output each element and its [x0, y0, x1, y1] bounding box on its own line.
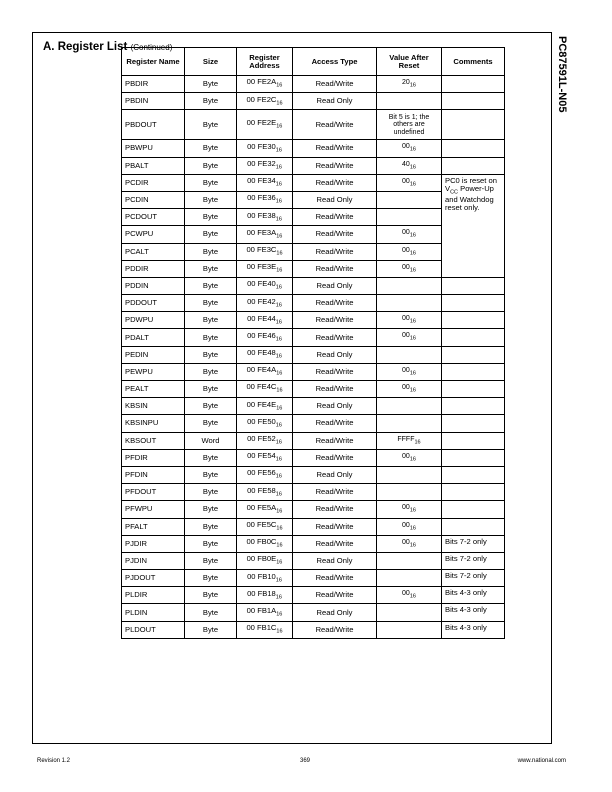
- cell-register-name: PLDIN: [122, 604, 185, 621]
- cell-value-after-reset: $00_{16}$: [377, 140, 442, 157]
- cell-value-after-reset: $00_{16}$: [377, 587, 442, 604]
- table-row: [122, 76, 505, 93]
- cell-access-type: Read/Write: [293, 312, 377, 329]
- cell-register-name: PJDIN: [122, 552, 185, 569]
- cell-comments: [442, 312, 505, 329]
- cell-comments: Bits 4-3 only: [442, 604, 505, 621]
- cell-register-address: 00 $FB1C_{16}$: [237, 621, 293, 638]
- cell-access-type: Read Only: [293, 346, 377, 363]
- cell-comments: [442, 93, 505, 110]
- cell-register-address: 00 $FE52_{16}$: [237, 432, 293, 449]
- cell-comments: [442, 277, 505, 294]
- cell-register-name: PDDIR: [122, 260, 185, 277]
- cell-size: Byte: [185, 157, 237, 174]
- cell-register-address: 00 $FE46_{16}$: [237, 329, 293, 346]
- cell-register-address: 00 $FE36_{16}$: [237, 191, 293, 208]
- cell-register-address: 00 $FE2A_{16}$: [237, 76, 293, 93]
- cell-register-name: PEALT: [122, 381, 185, 398]
- cell-value-after-reset: $00_{16}$: [377, 260, 442, 277]
- cell-size: Byte: [185, 501, 237, 518]
- cell-register-address: 00 $FE34_{16}$: [237, 174, 293, 191]
- cell-access-type: Read/Write: [293, 518, 377, 535]
- cell-value-after-reset: $00_{16}$: [377, 381, 442, 398]
- cell-size: Byte: [185, 518, 237, 535]
- cell-value-after-reset: [377, 346, 442, 363]
- cell-size: Byte: [185, 174, 237, 191]
- cell-size: Byte: [185, 415, 237, 432]
- cell-access-type: Read/Write: [293, 226, 377, 243]
- cell-register-address: 00 $FB0E_{16}$: [237, 552, 293, 569]
- cell-access-type: Read Only: [293, 277, 377, 294]
- cell-size: Byte: [185, 260, 237, 277]
- cell-register-name: PDWPU: [122, 312, 185, 329]
- cell-value-after-reset: $00_{16}$: [377, 174, 442, 191]
- cell-value-after-reset: [377, 415, 442, 432]
- cell-access-type: Read/Write: [293, 415, 377, 432]
- cell-size: Byte: [185, 398, 237, 415]
- cell-access-type: Read/Write: [293, 174, 377, 191]
- cell-value-after-reset: $20_{16}$: [377, 76, 442, 93]
- cell-register-name: PFDIN: [122, 466, 185, 483]
- cell-comments: Bits 4-3 only: [442, 587, 505, 604]
- cell-access-type: Read/Write: [293, 329, 377, 346]
- table-row: [122, 140, 505, 157]
- cell-comments: [442, 329, 505, 346]
- table-row: [122, 312, 505, 329]
- cell-value-after-reset: [377, 484, 442, 501]
- cell-access-type: Read/Write: [293, 243, 377, 260]
- cell-register-name: PBDIR: [122, 76, 185, 93]
- cell-register-name: PDDIN: [122, 277, 185, 294]
- footer-revision: Revision 1.2: [37, 758, 71, 764]
- cell-comments: Bits 7-2 only: [442, 535, 505, 552]
- table-row: [122, 518, 505, 535]
- cell-value-after-reset: $00_{16}$: [377, 518, 442, 535]
- table-row: [122, 277, 505, 294]
- cell-comments: [442, 381, 505, 398]
- cell-comments: Bits 7-2 only: [442, 552, 505, 569]
- cell-value-after-reset: [377, 93, 442, 110]
- cell-access-type: Read Only: [293, 398, 377, 415]
- cell-register-address: 00 $FE56_{16}$: [237, 466, 293, 483]
- cell-comments: [442, 346, 505, 363]
- cell-comments: [442, 518, 505, 535]
- cell-access-type: Read/Write: [293, 535, 377, 552]
- cell-comments: [442, 110, 505, 140]
- cell-value-after-reset: [377, 621, 442, 638]
- cell-register-address: 00 $FE3C_{16}$: [237, 243, 293, 260]
- cell-register-address: 00 $FB10_{16}$: [237, 570, 293, 587]
- cell-access-type: Read/Write: [293, 140, 377, 157]
- footer-page-number: 369: [300, 758, 311, 764]
- cell-register-name: PBWPU: [122, 140, 185, 157]
- table-row: [122, 449, 505, 466]
- cell-register-name: KBSOUT: [122, 432, 185, 449]
- cell-register-address: 00 $FE2C_{16}$: [237, 93, 293, 110]
- table-row: [122, 604, 505, 621]
- cell-register-name: PBALT: [122, 157, 185, 174]
- cell-register-name: PCDIR: [122, 174, 185, 191]
- cell-register-address: 00 $FE5C_{16}$: [237, 518, 293, 535]
- register-table-body: [122, 76, 505, 639]
- cell-size: Byte: [185, 570, 237, 587]
- cell-size: Byte: [185, 535, 237, 552]
- table-row: [122, 621, 505, 638]
- cell-access-type: Read/Write: [293, 76, 377, 93]
- cell-size: Byte: [185, 93, 237, 110]
- cell-comments: Bits 7-2 only: [442, 570, 505, 587]
- cell-size: Byte: [185, 110, 237, 140]
- cell-register-name: PFDIR: [122, 449, 185, 466]
- cell-value-after-reset: $00_{16}$: [377, 312, 442, 329]
- cell-comments: Bits 4-3 only: [442, 621, 505, 638]
- cell-register-address: 00 $FE48_{16}$: [237, 346, 293, 363]
- cell-size: Byte: [185, 552, 237, 569]
- cell-value-after-reset: $00_{16}$: [377, 449, 442, 466]
- cell-value-after-reset: $00_{16}$: [377, 329, 442, 346]
- cell-register-address: 00 $FE4A_{16}$: [237, 363, 293, 380]
- table-row: [122, 174, 505, 191]
- cell-access-type: Read/Write: [293, 621, 377, 638]
- cell-size: Byte: [185, 484, 237, 501]
- section-continued: (Continued): [130, 43, 173, 52]
- cell-register-address: 00 $FE50_{16}$: [237, 415, 293, 432]
- cell-size: Byte: [185, 381, 237, 398]
- table-row: [122, 295, 505, 312]
- cell-register-name: PCDOUT: [122, 209, 185, 226]
- cell-value-after-reset: $00_{16}$: [377, 535, 442, 552]
- cell-access-type: Read/Write: [293, 449, 377, 466]
- table-row: [122, 346, 505, 363]
- cell-value-after-reset: $FFFF_{16}$: [377, 432, 442, 449]
- cell-register-name: PDDOUT: [122, 295, 185, 312]
- cell-access-type: Read/Write: [293, 295, 377, 312]
- cell-register-address: 00 $FE3E_{16}$: [237, 260, 293, 277]
- cell-value-after-reset: $00_{16}$: [377, 226, 442, 243]
- cell-comment-pc0: PC0 is reset on $V_{CC}$ Power-Up and Watchdog reset only.: [442, 174, 505, 277]
- cell-value-after-reset: $00_{16}$: [377, 501, 442, 518]
- cell-access-type: Read/Write: [293, 110, 377, 140]
- cell-value-after-reset: [377, 295, 442, 312]
- table-row: [122, 587, 505, 604]
- cell-access-type: Read Only: [293, 93, 377, 110]
- cell-value-after-reset: Bit 5 is 1; the others are undefined: [377, 110, 442, 140]
- cell-comments: [442, 415, 505, 432]
- cell-size: Byte: [185, 191, 237, 208]
- cell-register-address: 00 $FB0C_{16}$: [237, 535, 293, 552]
- cell-value-after-reset: [377, 277, 442, 294]
- header-register-address: Register Address: [237, 48, 293, 76]
- cell-size: Byte: [185, 329, 237, 346]
- cell-size: Byte: [185, 226, 237, 243]
- cell-register-address: 00 $FE30_{16}$: [237, 140, 293, 157]
- cell-value-after-reset: [377, 604, 442, 621]
- cell-size: Byte: [185, 621, 237, 638]
- cell-access-type: Read/Write: [293, 432, 377, 449]
- cell-value-after-reset: [377, 191, 442, 208]
- table-row: [122, 110, 505, 140]
- cell-comments: [442, 363, 505, 380]
- cell-register-name: PEDIN: [122, 346, 185, 363]
- cell-comments: [442, 157, 505, 174]
- table-row: [122, 484, 505, 501]
- cell-register-address: 00 $FB1A_{16}$: [237, 604, 293, 621]
- cell-register-name: PJDOUT: [122, 570, 185, 587]
- cell-register-name: PBDOUT: [122, 110, 185, 140]
- cell-size: Byte: [185, 587, 237, 604]
- cell-size: Byte: [185, 346, 237, 363]
- cell-access-type: Read Only: [293, 466, 377, 483]
- cell-comments: [442, 449, 505, 466]
- cell-register-name: PJDIR: [122, 535, 185, 552]
- cell-register-address: 00 $FE44_{16}$: [237, 312, 293, 329]
- table-row: [122, 157, 505, 174]
- table-row: [122, 415, 505, 432]
- table-row: [122, 329, 505, 346]
- cell-access-type: Read/Write: [293, 157, 377, 174]
- cell-register-address: 00 $FE58_{16}$: [237, 484, 293, 501]
- cell-access-type: Read/Write: [293, 260, 377, 277]
- table-row: [122, 398, 505, 415]
- cell-register-address: 00 $FE40_{16}$: [237, 277, 293, 294]
- cell-size: Byte: [185, 449, 237, 466]
- footer-url: www.national.com: [517, 758, 566, 764]
- cell-comments: [442, 140, 505, 157]
- cell-comments: [442, 432, 505, 449]
- cell-register-address: 00 $FE32_{16}$: [237, 157, 293, 174]
- cell-register-address: 00 $FE5A_{16}$: [237, 501, 293, 518]
- side-title: PC87591L-N05: [556, 36, 568, 113]
- table-row: [122, 93, 505, 110]
- cell-access-type: Read/Write: [293, 381, 377, 398]
- cell-access-type: Read Only: [293, 552, 377, 569]
- cell-comments: [442, 501, 505, 518]
- cell-value-after-reset: [377, 552, 442, 569]
- table-header-row: [122, 48, 505, 76]
- cell-access-type: Read/Write: [293, 209, 377, 226]
- cell-register-name: PDALT: [122, 329, 185, 346]
- cell-size: Byte: [185, 363, 237, 380]
- cell-size: Byte: [185, 466, 237, 483]
- cell-register-name: PCWPU: [122, 226, 185, 243]
- cell-comments: [442, 484, 505, 501]
- cell-size: Byte: [185, 243, 237, 260]
- cell-access-type: Read/Write: [293, 587, 377, 604]
- header-size: Size: [185, 48, 237, 76]
- header-comments: Comments: [442, 48, 505, 76]
- header-access-type: Access Type: [293, 48, 377, 76]
- cell-access-type: Read/Write: [293, 501, 377, 518]
- cell-register-name: PCDIN: [122, 191, 185, 208]
- cell-access-type: Read Only: [293, 604, 377, 621]
- cell-size: Byte: [185, 209, 237, 226]
- table-row: [122, 535, 505, 552]
- cell-comments: [442, 398, 505, 415]
- cell-value-after-reset: $40_{16}$: [377, 157, 442, 174]
- cell-size: Byte: [185, 312, 237, 329]
- cell-value-after-reset: [377, 398, 442, 415]
- cell-size: Byte: [185, 277, 237, 294]
- cell-register-address: 00 $FE38_{16}$: [237, 209, 293, 226]
- header-value-after-reset: Value After Reset: [377, 48, 442, 76]
- cell-comments: [442, 76, 505, 93]
- header-register-name: Register Name: [122, 48, 185, 76]
- cell-register-name: PFDOUT: [122, 484, 185, 501]
- table-row: [122, 552, 505, 569]
- cell-comments: [442, 295, 505, 312]
- cell-register-name: PBDIN: [122, 93, 185, 110]
- table-row: [122, 570, 505, 587]
- cell-register-name: PCALT: [122, 243, 185, 260]
- table-row: [122, 432, 505, 449]
- cell-value-after-reset: [377, 209, 442, 226]
- cell-register-address: 00 $FB18_{16}$: [237, 587, 293, 604]
- cell-size: Byte: [185, 295, 237, 312]
- cell-comments: [442, 466, 505, 483]
- register-table: [121, 47, 505, 639]
- cell-register-name: PLDOUT: [122, 621, 185, 638]
- cell-access-type: Read Only: [293, 191, 377, 208]
- cell-register-address: 00 $FE3A_{16}$: [237, 226, 293, 243]
- table-row: [122, 363, 505, 380]
- cell-value-after-reset: $00_{16}$: [377, 243, 442, 260]
- section-title-text: A. Register List: [43, 41, 128, 53]
- cell-register-name: PFALT: [122, 518, 185, 535]
- table-row: [122, 466, 505, 483]
- cell-value-after-reset: $00_{16}$: [377, 363, 442, 380]
- cell-size: Word: [185, 432, 237, 449]
- cell-register-name: KBSINPU: [122, 415, 185, 432]
- cell-register-name: PFWPU: [122, 501, 185, 518]
- cell-access-type: Read/Write: [293, 363, 377, 380]
- cell-size: Byte: [185, 604, 237, 621]
- cell-register-address: 00 $FE4E_{16}$: [237, 398, 293, 415]
- cell-register-address: 00 $FE54_{16}$: [237, 449, 293, 466]
- cell-access-type: Read/Write: [293, 484, 377, 501]
- cell-register-name: PLDIR: [122, 587, 185, 604]
- cell-size: Byte: [185, 76, 237, 93]
- table-row: [122, 501, 505, 518]
- cell-value-after-reset: [377, 570, 442, 587]
- cell-register-name: KBSIN: [122, 398, 185, 415]
- table-row: [122, 381, 505, 398]
- cell-access-type: Read/Write: [293, 570, 377, 587]
- cell-register-name: PEWPU: [122, 363, 185, 380]
- cell-register-address: 00 $FE42_{16}$: [237, 295, 293, 312]
- cell-register-address: 00 $FE2E_{16}$: [237, 110, 293, 140]
- cell-value-after-reset: [377, 466, 442, 483]
- cell-register-address: 00 $FE4C_{16}$: [237, 381, 293, 398]
- cell-size: Byte: [185, 140, 237, 157]
